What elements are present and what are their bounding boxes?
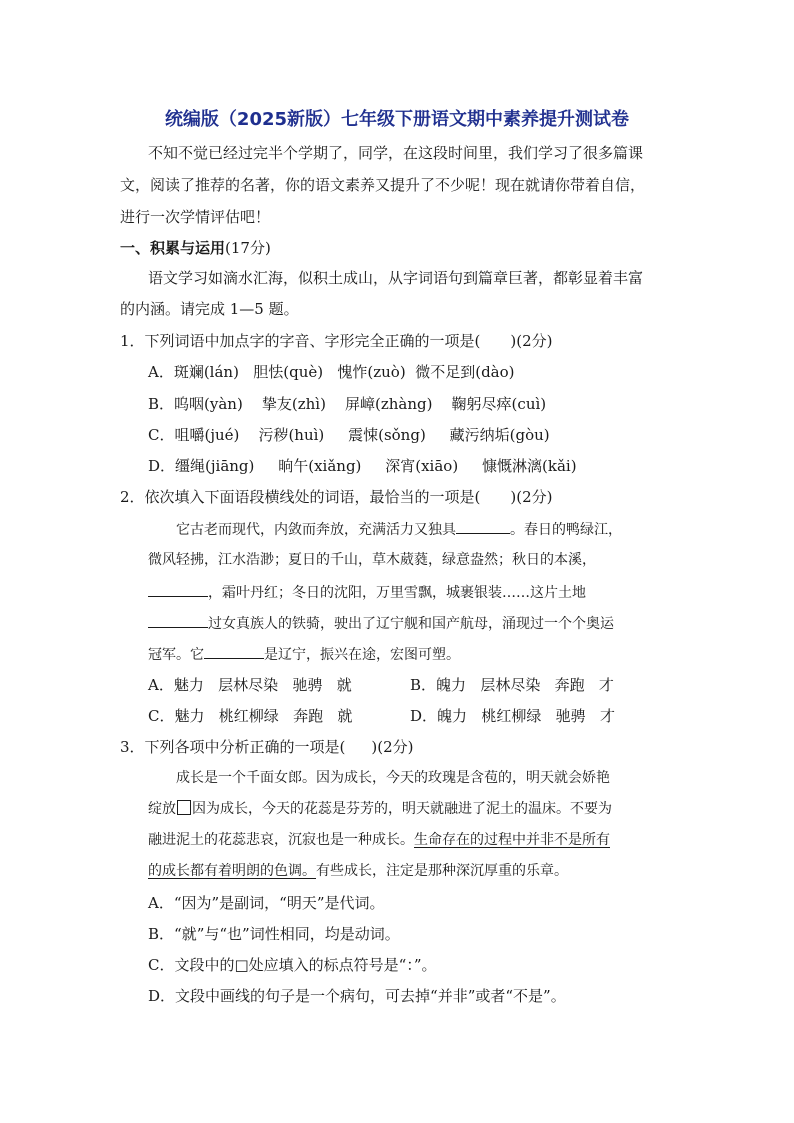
intro-line-1: 不知不觉已经过完半个学期了，同学，在这段时间里，我们学习了很多篇课 bbox=[148, 144, 644, 162]
q2-passage-line-5 bbox=[148, 644, 460, 665]
q3-passage-line-1: 成长是一个千面女郎。因为成长，今天的玫瑰是含苞的，明天就会娇艳 bbox=[176, 770, 610, 786]
blank-line[interactable] bbox=[204, 644, 264, 659]
q2-passage-line-1 bbox=[176, 519, 622, 540]
q1-option-b: B．呜咽(yàn) 挚友(zhì) 屏嶂(zhàng) 鞠躬尽瘁(cuì) bbox=[148, 395, 547, 413]
question-1-stem bbox=[120, 331, 553, 351]
q3-passage-line-2 bbox=[148, 799, 612, 819]
q3-option-c: C．文段中的□处应填入的标点符号是“：”。 bbox=[148, 956, 437, 974]
question-2-stem bbox=[120, 487, 553, 507]
question-2-score: )(2分) bbox=[510, 488, 553, 506]
q2-option-a: A．魅力 层林尽染 驰骋 就 bbox=[148, 676, 352, 694]
blank-line[interactable] bbox=[456, 519, 510, 534]
q3-option-d: D．文段中画线的句子是一个病句，可去掉“并非”或者“不是”。 bbox=[148, 987, 566, 1005]
q3-option-a: A．“因为”是副词，“明天”是代词。 bbox=[148, 894, 385, 912]
q1-option-c: C．咀嚼(jué) 污秽(huì) 震悚(sǒng) 藏污纳垢(gòu) bbox=[148, 426, 550, 444]
q3-passage-line-4 bbox=[148, 861, 568, 881]
q2-option-d: D．魄力 桃红柳绿 驰骋 才 bbox=[410, 707, 615, 725]
q3-passage-line-3 bbox=[148, 830, 610, 850]
blank-line[interactable] bbox=[148, 582, 208, 597]
underlined-sentence: 生命存在的过程中并非不是所有 bbox=[414, 832, 610, 848]
question-3-score: )(2分) bbox=[371, 738, 414, 756]
section-intro-line-1: 语文学习如滴水汇海，似积土成山，从字词语句到篇章巨著，都彰显着丰富 bbox=[148, 269, 644, 287]
intro-line-2: 文，阅读了推荐的名著，你的语文素养又提升了不少呢！现在就请你带着自信， bbox=[120, 176, 646, 194]
q3-passage-text: 绽放 bbox=[148, 801, 176, 817]
q2-passage-line-3 bbox=[148, 582, 586, 603]
q2-passage-text: 是辽宁，振兴在途，宏图可塑。 bbox=[264, 647, 460, 663]
q2-passage-text: 。春日的鸭绿江， bbox=[510, 522, 622, 538]
question-3-text: 3．下列各项中分析正确的一项是( bbox=[120, 738, 346, 756]
intro-line-3: 进行一次学情评估吧！ bbox=[120, 208, 271, 226]
underlined-sentence: 的成长都有着明朗的色调。 bbox=[148, 863, 316, 879]
q2-passage-text: 过女真族人的铁骑，驶出了辽宁舰和国产航母，涌现过一个个奥运 bbox=[208, 616, 614, 632]
section-heading bbox=[120, 238, 271, 258]
section-heading-label: 一、积累与运用 bbox=[120, 239, 226, 257]
q3-option-b: B．“就”与“也”词性相同，均是动词。 bbox=[148, 925, 400, 943]
q2-passage-text: 它古老而现代，内敛而奔放，充满活力又独具 bbox=[176, 522, 456, 538]
q2-passage-line-2: 微风轻拂，江水浩渺；夏日的千山，草木葳蕤，绿意盎然；秋日的本溪， bbox=[148, 552, 596, 568]
q2-passage-text: 冠军。它 bbox=[148, 647, 204, 663]
question-1-score: )(2分) bbox=[510, 332, 553, 350]
q2-option-c: C．魅力 桃红柳绿 奔跑 就 bbox=[148, 707, 353, 725]
q2-options-row-1 bbox=[148, 675, 614, 695]
q3-passage-text: 因为成长，今天的花蕊是芬芳的，明天就融进了泥土的温床。不要为 bbox=[192, 801, 612, 817]
q2-passage-text: ，霜叶丹红；冬日的沈阳，万里雪飘，城裹银装……这片土地 bbox=[208, 585, 586, 601]
section-heading-score: (17分) bbox=[225, 239, 271, 257]
section-intro-line-2: 的内涵。请完成 1—5 题。 bbox=[120, 300, 299, 318]
question-3-stem bbox=[120, 737, 414, 757]
q1-option-a: A．斑斓(lán) 胆怯(què) 愧怍(zuò) 微不足到(dào) bbox=[148, 363, 515, 381]
document-title: 统编版（2025新版）七年级下册语文期中素养提升测试卷 bbox=[164, 109, 630, 130]
question-1-text: 1．下列词语中加点字的字音、字形完全正确的一项是( bbox=[120, 332, 481, 350]
q2-passage-line-4 bbox=[148, 613, 614, 634]
blank-box[interactable] bbox=[177, 800, 191, 815]
q1-option-d: D．缰绳(jiāng) 晌午(xiǎng) 深宵(xiāo) 慷慨淋漓(kǎi) bbox=[148, 457, 577, 475]
question-2-text: 2．依次填入下面语段横线处的词语，最恰当的一项是( bbox=[120, 488, 481, 506]
blank-line[interactable] bbox=[148, 613, 208, 628]
q2-options-row-2 bbox=[148, 706, 615, 726]
q3-passage-text: 有些成长，注定是那种深沉厚重的乐章。 bbox=[316, 863, 568, 879]
q2-option-b: B．魄力 层林尽染 奔跑 才 bbox=[410, 676, 614, 694]
q3-passage-text: 融进泥土的花蕊悲哀，沉寂也是一种成长。 bbox=[148, 832, 414, 848]
